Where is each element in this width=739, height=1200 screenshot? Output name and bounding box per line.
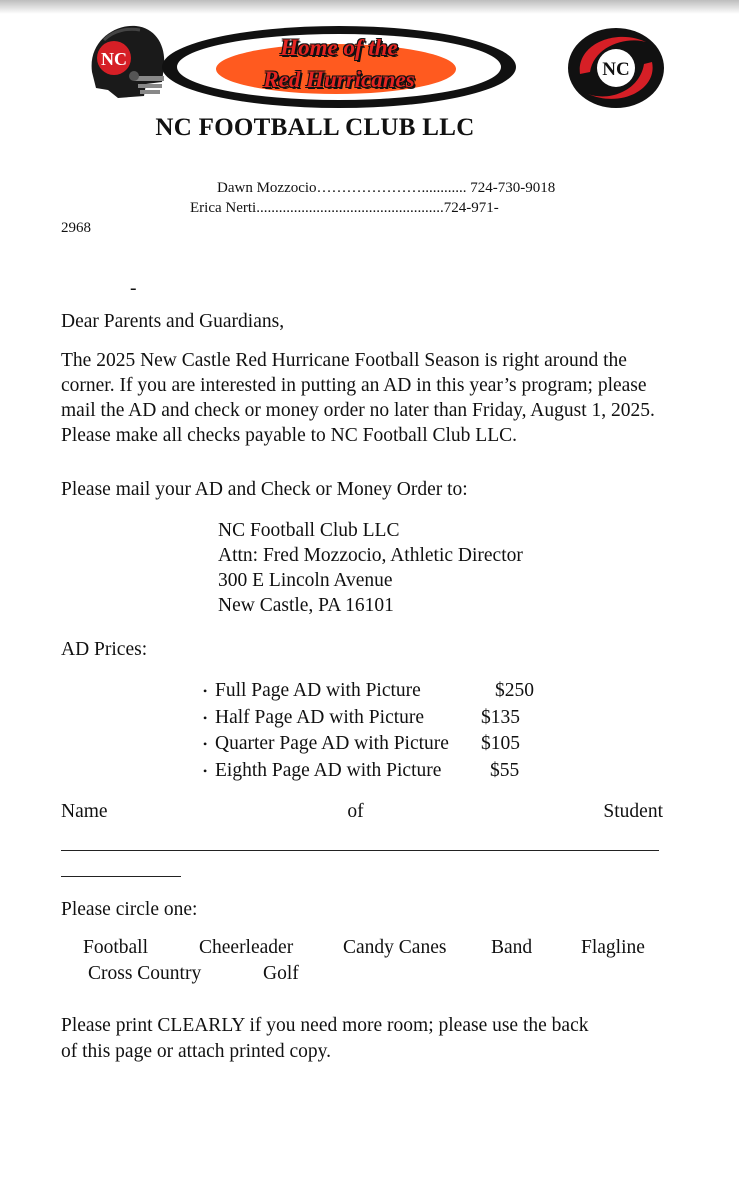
price-label: Quarter Page AD with Picture	[215, 733, 449, 754]
helmet-monogram: NC	[101, 49, 127, 69]
mail-instruction: Please mail your AD and Check or Money Order to:	[61, 479, 468, 500]
price-amount: $105	[481, 733, 520, 754]
banner-logo	[160, 24, 518, 110]
bullet-icon: •	[203, 710, 208, 725]
price-list	[203, 678, 534, 784]
option-cross-country: Cross Country	[88, 963, 202, 984]
letter-paragraph: The 2025 New Castle Red Hurricane Football Season is right around the corner. If you are interested in putting an AD in this year’s program; please mail the AD and check or money order no later than Friday, August 1, 2025. Please make all checks payable to NC Football Club LLC.	[61, 350, 655, 446]
bullet-icon: •	[203, 763, 208, 778]
option-flagline: Flagline	[581, 937, 645, 958]
top-shadow	[0, 0, 739, 14]
nc-badge-icon	[566, 24, 668, 114]
price-amount: $135	[481, 706, 520, 728]
price-item	[203, 678, 534, 705]
mailing-address	[218, 518, 523, 618]
student-name-line	[61, 850, 659, 851]
page-title: NC FOOTBALL CLUB LLC	[155, 114, 475, 141]
contact-erica: Erica Nerti..................................................724-971-	[190, 200, 499, 216]
option-cheerleader: Cheerleader	[199, 937, 294, 958]
prices-heading: AD Prices:	[61, 639, 148, 660]
price-label: Full Page AD with Picture	[215, 680, 421, 701]
helmet-logo-icon	[84, 20, 168, 106]
price-amount: $55	[490, 759, 520, 781]
bullet-icon: •	[203, 737, 208, 751]
option-band: Band	[491, 937, 533, 958]
student-name-line-continued	[61, 876, 181, 877]
price-label: Half Page AD with Picture	[215, 706, 425, 728]
address-line: New Castle, PA 16101	[218, 595, 394, 616]
student-name-label	[61, 801, 663, 823]
banner-line2: Red Hurricanes	[263, 67, 415, 92]
contact-erica-wrap: 2968	[61, 220, 91, 236]
price-label: Eighth Page AD with Picture	[215, 759, 442, 781]
option-candy-canes: Candy Canes	[343, 937, 447, 958]
option-football: Football	[83, 937, 149, 958]
banner-line1: Home of the	[280, 35, 398, 60]
price-item	[203, 705, 534, 732]
contact-dawn: Dawn Mozzocio…………………............ 724-730-9018	[217, 180, 556, 196]
name-word: Student	[603, 801, 663, 822]
price-item	[203, 731, 534, 758]
name-word: Name	[61, 801, 108, 822]
footer-instruction-1: Please print CLEARLY if you need more room; please use the back	[61, 1015, 589, 1036]
circle-heading: Please circle one:	[61, 899, 198, 920]
footer-instruction-2: of this page or attach printed copy.	[61, 1041, 332, 1062]
option-golf: Golf	[263, 963, 299, 984]
badge-monogram: NC	[602, 59, 630, 80]
address-line: NC Football Club LLC	[218, 520, 400, 541]
price-item	[203, 758, 534, 785]
price-amount: $250	[495, 680, 534, 701]
address-line: 300 E Lincoln Avenue	[218, 570, 393, 591]
address-line: Attn: Fred Mozzocio, Athletic Director	[218, 545, 523, 566]
name-word: of	[347, 801, 364, 822]
greeting: Dear Parents and Guardians,	[61, 311, 285, 332]
dash-mark: -	[130, 278, 137, 299]
bullet-icon: •	[203, 684, 208, 698]
